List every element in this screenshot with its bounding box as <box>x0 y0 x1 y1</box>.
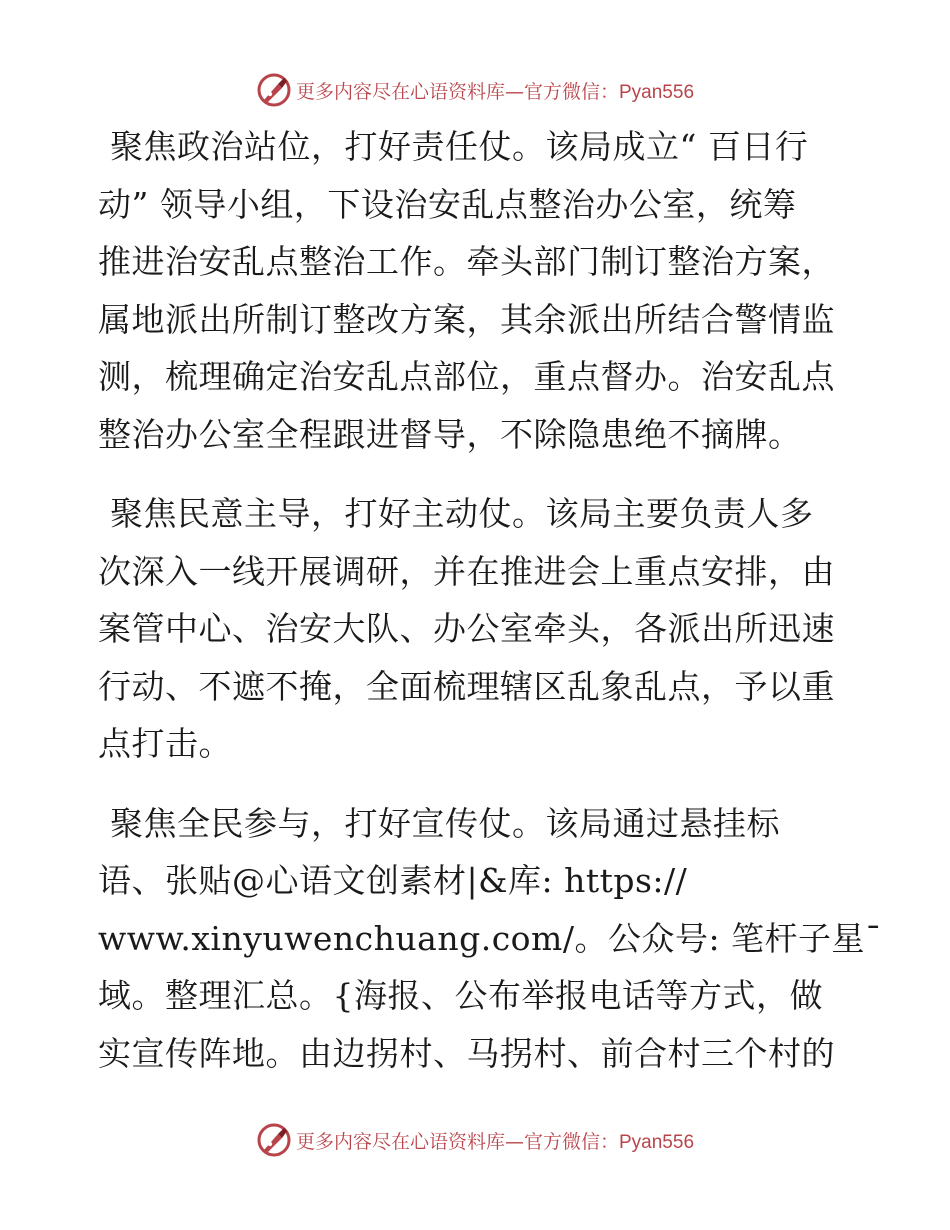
text-line: 属地派出所制订整改方案，其余派出所结合警情监 <box>98 299 835 339</box>
text-line: 次深入一线开展调研，并在推进会上重点安排，由 <box>98 551 835 591</box>
header-banner <box>0 70 950 110</box>
footer-banner <box>0 1120 950 1160</box>
footer-banner-text: 更多内容尽在心语资料库—官方微信： <box>295 1130 619 1153</box>
text-line: 推进治安乱点整治工作。牵头部门制订整治方案， <box>98 242 835 281</box>
text-line: 域。整理汇总。{海报、公布举报电话等方式，做 <box>98 976 823 1015</box>
text-line: 动” 领导小组，下设治安乱点整治办公室，统筹 <box>98 184 797 224</box>
text-line: 聚焦民意主导，打好主动仗。该局主要负责人多 <box>110 494 814 533</box>
paragraph-3 <box>98 795 883 1083</box>
header-banner-handle: Pyan556 <box>619 81 695 103</box>
header-banner-text: 更多内容尽在心语资料库—官方微信： <box>295 80 619 103</box>
pen-logo-icon <box>256 72 292 108</box>
text-line: 行动、不遮不掩，全面梳理辖区乱象乱点，予以重 <box>98 666 835 706</box>
pen-logo-icon <box>256 1122 292 1158</box>
footer-banner-handle: Pyan556 <box>619 1131 695 1153</box>
text-line: 点打击。 <box>98 724 232 763</box>
document-body <box>98 118 883 1104</box>
text-line: 聚焦全民参与，打好宣传仗。该局通过悬挂标 <box>110 803 780 843</box>
text-line: www.xinyuwenchuang.com/。公众号: 笔杆子星¯ <box>98 918 883 958</box>
paragraph-2 <box>98 485 853 773</box>
paragraph-1 <box>98 118 853 463</box>
text-line: 整治办公室全程跟进督导，不除隐患绝不摘牌。 <box>98 414 802 454</box>
text-line: 语、张贴@心语文创素材|&库: https:// <box>98 861 688 900</box>
text-line: 测，梳理确定治安乱点部位，重点督办。治安乱点 <box>98 357 835 396</box>
text-line: 案管中心、治安大队、办公室牵头，各派出所迅速 <box>98 609 835 648</box>
text-line: 聚焦政治站位，打好责任仗。该局成立“ 百日行 <box>110 127 809 166</box>
text-line: 实宣传阵地。由边拐村、马拐村、前合村三个村的 <box>98 1033 835 1073</box>
